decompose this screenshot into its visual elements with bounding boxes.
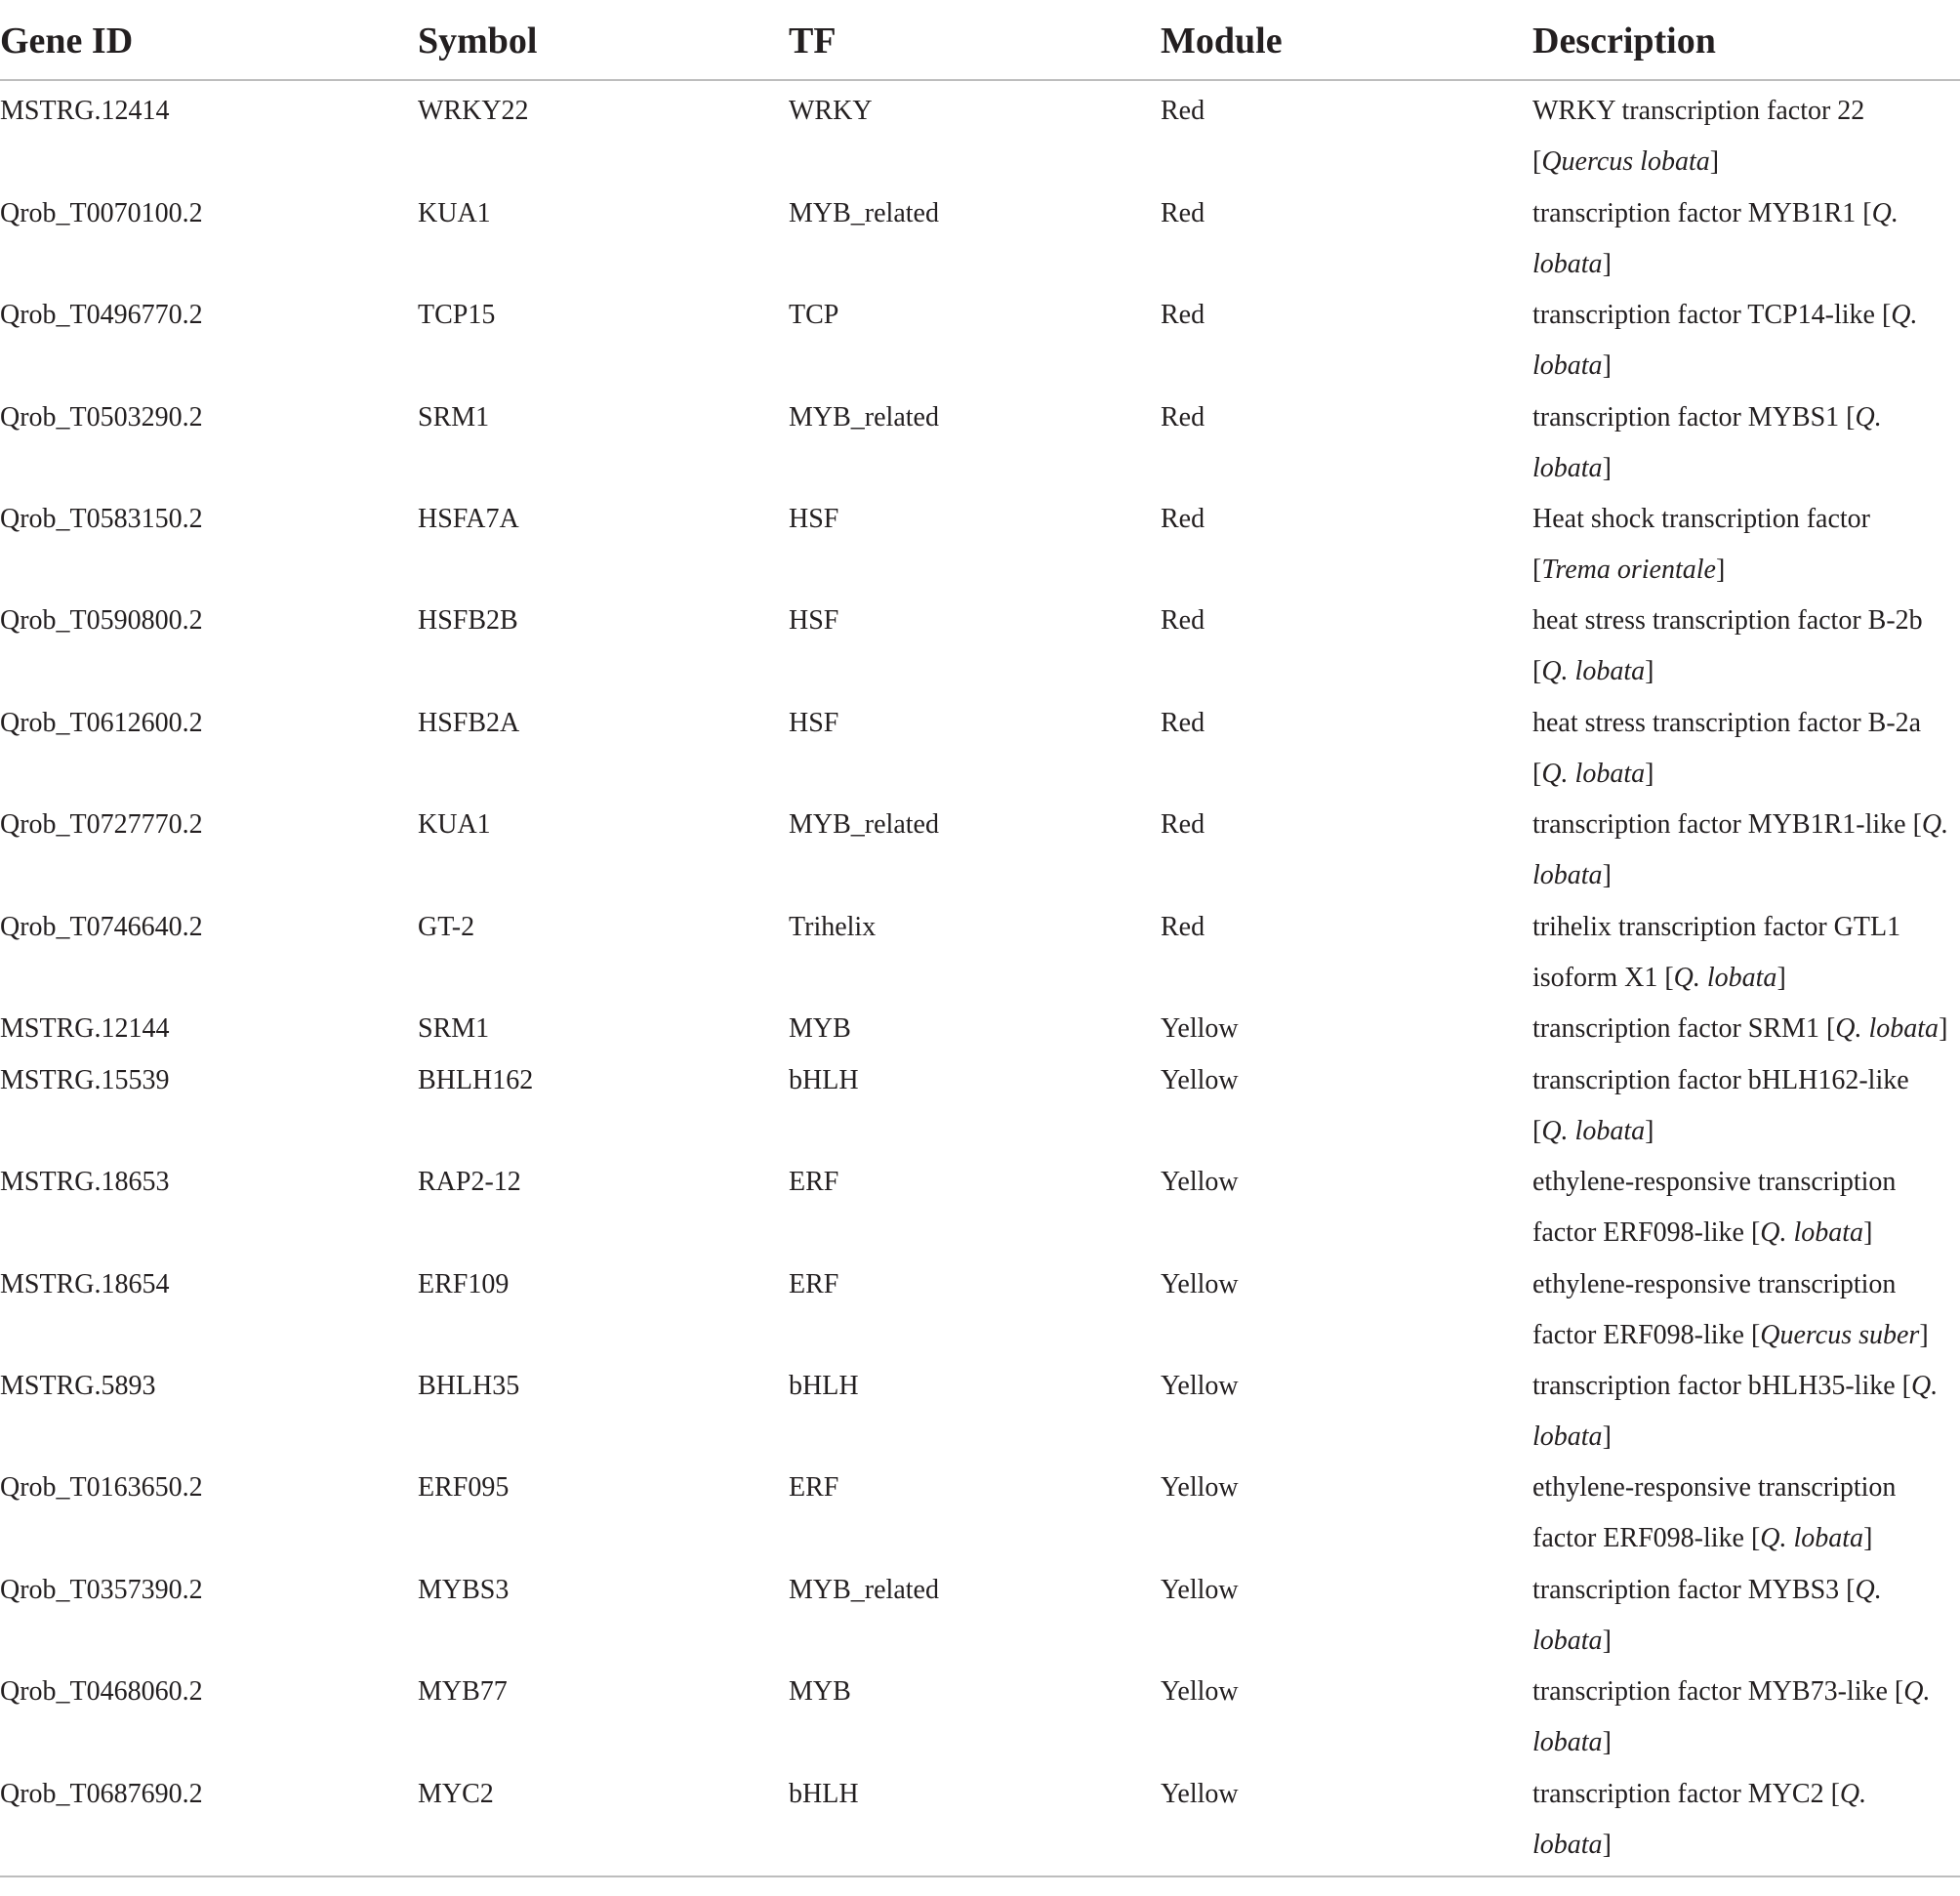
gene-id-cell: Qrob_T0687690.2	[0, 1779, 203, 1809]
symbol-cell: MYB77	[418, 1676, 508, 1707]
description-cell	[1532, 1259, 1960, 1361]
species-name: Q.	[1903, 1676, 1931, 1707]
description-text: transcription factor MYC2 [	[1532, 1779, 1840, 1809]
description-text: Heat shock transcription factor	[1532, 504, 1870, 534]
symbol-cell: MYC2	[418, 1779, 494, 1809]
module-cell: Red	[1161, 504, 1205, 534]
tf-cell: MYB	[789, 1676, 851, 1707]
description-line	[1532, 698, 1960, 749]
gene-id-cell: MSTRG.5893	[0, 1371, 156, 1401]
table-header	[0, 0, 1960, 80]
description-cell	[1532, 902, 1960, 1004]
description-line	[1532, 850, 1960, 901]
description-cell	[1532, 1055, 1960, 1157]
description-line	[1532, 392, 1960, 443]
description-text: ethylene-responsive transcription	[1532, 1472, 1897, 1503]
description-text: transcription factor MYBS3 [	[1532, 1575, 1856, 1605]
gene-id-cell: Qrob_T0590800.2	[0, 605, 203, 636]
module-cell: Red	[1161, 198, 1205, 228]
bottom-rule	[0, 1875, 1960, 1877]
module-cell: Red	[1161, 809, 1205, 840]
symbol-cell: HSFB2A	[418, 708, 520, 738]
description-text: [	[1532, 759, 1542, 789]
description-line	[1532, 1717, 1960, 1768]
symbol-cell: KUA1	[418, 809, 491, 840]
description-line	[1532, 1513, 1960, 1564]
description-text: transcription factor MYB73-like [	[1532, 1676, 1904, 1707]
species-name: lobata	[1532, 1626, 1603, 1656]
description-line	[1532, 188, 1960, 239]
module-cell: Red	[1161, 96, 1205, 126]
tf-cell: Trihelix	[789, 912, 877, 942]
description-text: ]	[1645, 1116, 1654, 1146]
description-text: transcription factor bHLH35-like [	[1532, 1371, 1911, 1401]
species-name: Q.	[1855, 402, 1882, 433]
description-line	[1532, 800, 1960, 850]
description-line	[1532, 1310, 1960, 1361]
module-cell: Red	[1161, 402, 1205, 433]
description-line	[1532, 1208, 1960, 1258]
gene-id-cell: MSTRG.18653	[0, 1167, 170, 1197]
description-text: ]	[1602, 860, 1612, 890]
species-name: Trema orientale	[1541, 555, 1716, 585]
species-name: Q.	[1855, 1575, 1882, 1605]
description-text: ethylene-responsive transcription	[1532, 1269, 1897, 1299]
description-text: ]	[1602, 1422, 1612, 1452]
description-text: WRKY transcription factor 22	[1532, 96, 1865, 126]
header-module: Module	[1161, 21, 1283, 62]
header-gene-id: Gene ID	[0, 21, 134, 62]
tf-cell: MYB_related	[789, 1575, 939, 1605]
description-line	[1532, 1106, 1960, 1157]
tf-cell: HSF	[789, 708, 839, 738]
species-name: Q.	[1839, 1779, 1867, 1809]
gene-id-cell: Qrob_T0746640.2	[0, 912, 203, 942]
description-text: [	[1532, 555, 1542, 585]
species-name: lobata	[1532, 249, 1603, 279]
species-name: Q. lobata	[1541, 759, 1646, 789]
description-cell	[1532, 596, 1960, 697]
description-line	[1532, 1412, 1960, 1463]
tf-cell: TCP	[789, 300, 839, 330]
tf-cell: bHLH	[789, 1779, 859, 1809]
tf-cell: ERF	[789, 1269, 839, 1299]
description-text: factor ERF098-like [	[1532, 1523, 1761, 1553]
description-text: transcription factor SRM1 [	[1532, 1013, 1836, 1044]
symbol-cell: ERF095	[418, 1472, 510, 1503]
gene-id-cell: Qrob_T0612600.2	[0, 708, 203, 738]
description-cell	[1532, 86, 1960, 187]
symbol-cell: HSFB2B	[418, 605, 518, 636]
description-line	[1532, 1616, 1960, 1667]
module-cell: Yellow	[1161, 1269, 1239, 1299]
tf-cell: ERF	[789, 1472, 839, 1503]
description-text: transcription factor MYB1R1 [	[1532, 198, 1872, 228]
tf-cell: HSF	[789, 605, 839, 636]
tf-cell: HSF	[789, 504, 839, 534]
description-line	[1532, 1004, 1960, 1054]
gene-id-cell: Qrob_T0070100.2	[0, 198, 203, 228]
description-text: isoform X1 [	[1532, 963, 1674, 993]
symbol-cell: MYBS3	[418, 1575, 510, 1605]
module-cell: Yellow	[1161, 1065, 1239, 1095]
symbol-cell: BHLH162	[418, 1065, 534, 1095]
description-text: ]	[1715, 555, 1726, 585]
species-name: Q. lobata	[1760, 1523, 1864, 1553]
description-line	[1532, 494, 1960, 545]
description-line	[1532, 953, 1960, 1004]
gene-id-cell: Qrob_T0503290.2	[0, 402, 203, 433]
header-description: Description	[1532, 21, 1716, 62]
description-line	[1532, 137, 1960, 187]
description-cell	[1532, 188, 1960, 290]
description-cell	[1532, 1361, 1960, 1463]
symbol-cell: KUA1	[418, 198, 491, 228]
description-text: ]	[1602, 453, 1612, 483]
module-cell: Red	[1161, 708, 1205, 738]
symbol-cell: RAP2-12	[418, 1167, 521, 1197]
module-cell: Red	[1161, 300, 1205, 330]
description-cell	[1532, 698, 1960, 800]
module-cell: Red	[1161, 605, 1205, 636]
description-cell	[1532, 1565, 1960, 1667]
species-name: lobata	[1532, 1830, 1603, 1860]
description-text: ]	[1863, 1523, 1873, 1553]
description-text: ]	[1776, 963, 1786, 993]
description-line	[1532, 86, 1960, 137]
description-text: trihelix transcription factor GTL1	[1532, 912, 1901, 942]
description-text: ethylene-responsive transcription	[1532, 1167, 1897, 1197]
description-cell	[1532, 1667, 1960, 1768]
description-line	[1532, 1463, 1960, 1513]
description-line	[1532, 902, 1960, 953]
description-line	[1532, 1565, 1960, 1616]
description-text: ]	[1602, 1626, 1612, 1656]
gene-id-cell: Qrob_T0496770.2	[0, 300, 203, 330]
species-name: Q.	[1891, 300, 1918, 330]
description-line	[1532, 341, 1960, 392]
species-name: Q.	[1871, 198, 1899, 228]
header-tf: TF	[789, 21, 837, 62]
description-cell	[1532, 494, 1960, 596]
description-cell	[1532, 1463, 1960, 1564]
symbol-cell: BHLH35	[418, 1371, 520, 1401]
tf-cell: bHLH	[789, 1371, 859, 1401]
description-line	[1532, 646, 1960, 697]
module-cell: Yellow	[1161, 1013, 1239, 1044]
description-text: [	[1532, 146, 1542, 177]
tf-cell: bHLH	[789, 1065, 859, 1095]
description-text: ]	[1645, 656, 1654, 686]
species-name: lobata	[1532, 350, 1603, 381]
gene-id-cell: MSTRG.15539	[0, 1065, 170, 1095]
description-text: ]	[1602, 350, 1612, 381]
description-cell	[1532, 1157, 1960, 1258]
description-line	[1532, 290, 1960, 341]
module-cell: Yellow	[1161, 1371, 1239, 1401]
species-name: Q. lobata	[1760, 1217, 1864, 1248]
description-text: [	[1532, 1116, 1542, 1146]
description-line	[1532, 443, 1960, 494]
gene-id-cell: Qrob_T0727770.2	[0, 809, 203, 840]
symbol-cell: WRKY22	[418, 96, 529, 126]
gene-id-cell: MSTRG.12414	[0, 96, 170, 126]
module-cell: Yellow	[1161, 1779, 1239, 1809]
description-text: heat stress transcription factor B-2b	[1532, 605, 1923, 636]
tf-cell: ERF	[789, 1167, 839, 1197]
description-text: ]	[1602, 1830, 1612, 1860]
symbol-cell: SRM1	[418, 1013, 490, 1044]
tf-cell: MYB_related	[789, 809, 939, 840]
description-text: transcription factor bHLH162-like	[1532, 1065, 1909, 1095]
description-text: factor ERF098-like [	[1532, 1320, 1761, 1350]
module-cell: Red	[1161, 912, 1205, 942]
description-cell	[1532, 392, 1960, 494]
gene-id-cell: Qrob_T0583150.2	[0, 504, 203, 534]
description-line	[1532, 1157, 1960, 1208]
description-text: factor ERF098-like [	[1532, 1217, 1761, 1248]
gene-id-cell: MSTRG.12144	[0, 1013, 170, 1044]
header-symbol: Symbol	[418, 21, 538, 62]
species-name: lobata	[1532, 860, 1603, 890]
description-line	[1532, 545, 1960, 596]
description-line	[1532, 1667, 1960, 1717]
symbol-cell: ERF109	[418, 1269, 510, 1299]
description-text: heat stress transcription factor B-2a	[1532, 708, 1922, 738]
description-line	[1532, 596, 1960, 646]
symbol-cell: HSFA7A	[418, 504, 519, 534]
description-text: ]	[1863, 1217, 1873, 1248]
description-text: [	[1532, 656, 1542, 686]
description-text: transcription factor TCP14-like [	[1532, 300, 1892, 330]
species-name: Q. lobata	[1541, 1116, 1646, 1146]
tf-cell: WRKY	[789, 96, 873, 126]
tf-cell: MYB_related	[789, 198, 939, 228]
symbol-cell: TCP15	[418, 300, 496, 330]
symbol-cell: GT-2	[418, 912, 475, 942]
species-name: Q. lobata	[1835, 1013, 1940, 1044]
description-line	[1532, 1820, 1960, 1871]
module-cell: Yellow	[1161, 1575, 1239, 1605]
species-name: Q. lobata	[1541, 656, 1646, 686]
species-name: lobata	[1532, 453, 1603, 483]
tf-cell: MYB_related	[789, 402, 939, 433]
description-line	[1532, 749, 1960, 800]
module-cell: Yellow	[1161, 1676, 1239, 1707]
species-name: lobata	[1532, 1422, 1603, 1452]
symbol-cell: SRM1	[418, 402, 490, 433]
description-text: transcription factor MYBS1 [	[1532, 402, 1856, 433]
species-name: Quercus suber	[1760, 1320, 1920, 1350]
description-text: transcription factor MYB1R1-like [	[1532, 809, 1922, 840]
description-line	[1532, 1259, 1960, 1310]
description-text: ]	[1602, 249, 1612, 279]
description-cell	[1532, 800, 1960, 901]
description-cell	[1532, 1769, 1960, 1871]
gene-id-cell: Qrob_T0357390.2	[0, 1575, 203, 1605]
description-line	[1532, 1055, 1960, 1106]
module-cell: Yellow	[1161, 1167, 1239, 1197]
species-name: Q.	[1921, 809, 1949, 840]
description-text: ]	[1709, 146, 1720, 177]
description-text: ]	[1645, 759, 1654, 789]
gene-id-cell: Qrob_T0468060.2	[0, 1676, 203, 1707]
species-name: Q. lobata	[1673, 963, 1777, 993]
header-rule	[0, 79, 1960, 81]
species-name: Quercus lobata	[1541, 146, 1710, 177]
species-name: lobata	[1532, 1727, 1603, 1757]
description-cell	[1532, 1004, 1960, 1054]
gene-id-cell: Qrob_T0163650.2	[0, 1472, 203, 1503]
description-cell	[1532, 290, 1960, 392]
species-name: Q.	[1910, 1371, 1939, 1401]
gene-id-cell: MSTRG.18654	[0, 1269, 170, 1299]
description-line	[1532, 1769, 1960, 1820]
tf-cell: MYB	[789, 1013, 851, 1044]
module-cell: Yellow	[1161, 1472, 1239, 1503]
description-text: ]	[1602, 1727, 1612, 1757]
description-line	[1532, 1361, 1960, 1412]
description-text: ]	[1939, 1013, 1948, 1044]
description-text: ]	[1919, 1320, 1929, 1350]
description-line	[1532, 239, 1960, 290]
